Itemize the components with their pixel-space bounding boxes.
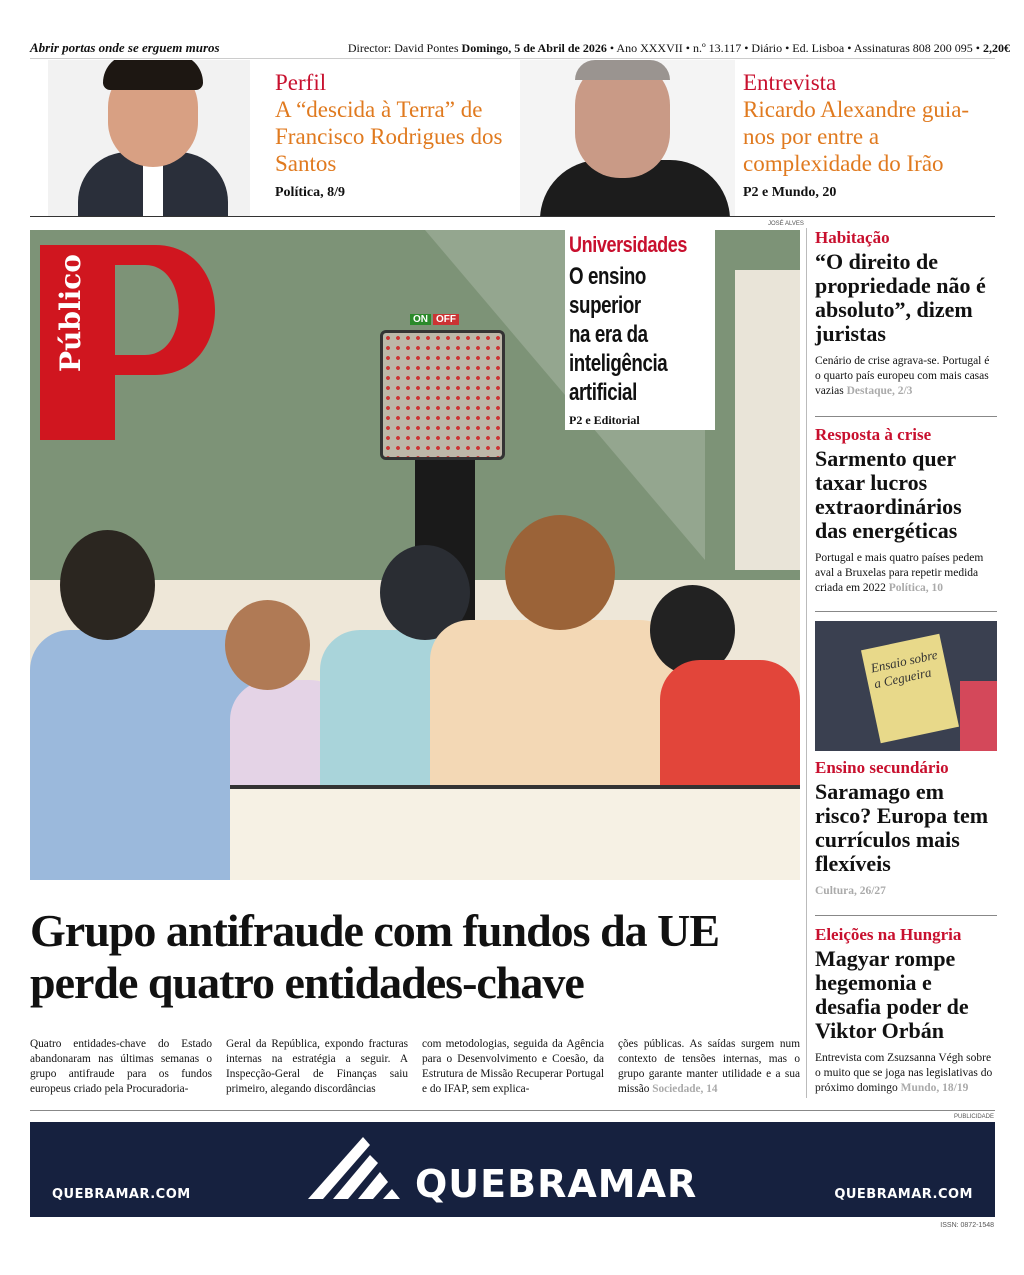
photo-francisco-rodrigues-dos-santos <box>48 60 250 216</box>
teaser-entrevista[interactable] <box>743 70 993 201</box>
desk <box>230 785 800 880</box>
story-kicker: Ensino secundário <box>815 758 949 777</box>
story-ref: Política, 10 <box>888 582 944 594</box>
feature-kicker: Universidades <box>569 232 688 257</box>
teaser-headline: Ricardo Alexandre guia-nos por entre a complexidade do Irão <box>743 97 970 176</box>
masthead-info <box>348 41 1010 56</box>
headline-line: superior <box>569 292 641 319</box>
book-cover-text: Ensaio sobre a Cegueira <box>861 634 959 744</box>
publico-logo <box>40 240 240 445</box>
logo-word: Público <box>54 254 87 372</box>
teaser-perfil[interactable] <box>275 70 515 201</box>
story-kicker: Resposta à crise <box>815 425 932 444</box>
ad-url-right[interactable]: QUEBRAMAR.COM <box>834 1187 973 1202</box>
photo-credit: JOSÉ ALVES <box>768 221 804 227</box>
divider <box>815 915 997 916</box>
column-text: ções públicas. As saídas surgem num contexto de tensões internas, mas o grupo garante manter utilidade e a sua missão <box>618 1038 800 1095</box>
ad-rule <box>30 1110 995 1111</box>
ad-label: PUBLICIDADE <box>953 1114 994 1120</box>
story-headline: Sarmento quer taxar lucros extraordinários das energéticas <box>815 446 962 543</box>
feature-ref: P2 e Editorial <box>569 413 640 427</box>
photo-ricardo-alexandre <box>520 60 735 216</box>
lead-column-1: Quatro entidades-chave do Estado abandonaram nas últimas semanas o grupo antifraude para os fundos europeus criado pela Procuradoria- <box>30 1038 212 1095</box>
story-ref: Mundo, 18/19 <box>900 1082 969 1094</box>
story-headline: Magyar rompe hegemonia e desafia poder de Viktor Orbán <box>815 946 969 1043</box>
desc-text: Portugal e mais quatro países pedem aval a Bruxelas para repetir medida criada em 2022 <box>815 552 984 594</box>
feature-headline <box>569 262 680 407</box>
story-kicker: Eleições na Hungria <box>815 925 962 944</box>
sidebar <box>806 228 996 1098</box>
books-photo <box>815 621 997 751</box>
price: 2,20€ <box>983 41 1010 55</box>
teaser-ref: P2 e Mundo, 20 <box>743 185 837 200</box>
desc-text: Entrevista com Zsuzsanna Végh sobre o muito que se joga nas legislativas do próximo domingo <box>815 1052 993 1094</box>
story-kicker: Habitação <box>815 228 890 247</box>
date: Domingo, 5 de Abril de 2026 <box>461 41 607 55</box>
divider <box>815 611 997 612</box>
student-head <box>505 515 615 630</box>
sidebar-story-resposta-crise[interactable] <box>815 425 997 596</box>
teaser-rule <box>30 216 995 217</box>
quebramar-ad[interactable] <box>30 1122 995 1217</box>
desc-text: Cenário de crise agrava-se. Portugal é o quarto país europeu com mais casas vazias <box>815 355 990 397</box>
story-desc <box>815 551 997 596</box>
headline-line: artificial <box>569 379 637 406</box>
sidebar-story-habitacao[interactable] <box>815 228 997 399</box>
story-desc <box>815 1051 997 1096</box>
divider <box>815 416 997 417</box>
teaser-kicker: Entrevista <box>743 70 837 95</box>
story-desc <box>815 354 997 399</box>
story-headline: Saramago em risco? Europa tem currículos mais flexíveis <box>815 779 989 876</box>
director: Director: David Pontes <box>347 41 459 55</box>
headline-line: inteligência <box>569 350 668 377</box>
story-headline: “O direito de propriedade não é absoluto”, dizem juristas <box>815 249 986 346</box>
issn: ISSN: 0872-1548 <box>940 1222 994 1229</box>
lead-ref: Sociedade, 14 <box>652 1083 718 1095</box>
wall-board <box>735 270 800 570</box>
sidebar-story-ensino-secundario[interactable] <box>815 758 997 899</box>
edition-info: • Ano XXXVII • n.º 13.117 • Diário • Ed. Lisboa • Assinaturas 808 200 095 • <box>609 41 980 55</box>
story-ref: Cultura, 26/27 <box>815 885 886 897</box>
headline-line: O ensino <box>569 263 646 290</box>
sidebar-story-hungria[interactable] <box>815 925 997 1096</box>
switch-on-label: ON <box>410 314 431 325</box>
lead-headline[interactable]: Grupo antifraude com fundos da UE perde quatro entidades-chave <box>30 905 720 1008</box>
header-rule <box>30 58 995 59</box>
lead-column-4 <box>618 1037 800 1097</box>
switch-off-label: OFF <box>433 314 459 325</box>
student-head <box>225 600 310 690</box>
story-ref: Destaque, 2/3 <box>846 385 913 397</box>
teaser-headline: A “descida à Terra” de Francisco Rodrigues dos Santos <box>275 97 503 176</box>
main-illustration[interactable] <box>30 230 800 880</box>
feature-universidades[interactable] <box>565 230 715 430</box>
student-head <box>60 530 155 640</box>
teaser-kicker: Perfil <box>275 70 327 95</box>
headline-line: na era da <box>569 321 648 348</box>
lead-column-3: com metodologias, seguida da Agência para o Desenvolvimento e Coesão, da Estrutura de Missão Recuperar Portugal e do IFAP, sem explica- <box>422 1038 604 1095</box>
ad-url-left[interactable]: QUEBRAMAR.COM <box>52 1187 191 1202</box>
lead-column-2: Geral da República, expondo fracturas internas na estratégia a seguir. A Inspecção-Geral de Finanças saiu primeiro, alegando discordâncias <box>226 1038 408 1095</box>
teaser-ref: Política, 8/9 <box>275 185 345 200</box>
ad-brand: QUEBRAMAR <box>415 1162 698 1206</box>
motto: Abrir portas onde se erguem muros <box>30 40 220 55</box>
switch <box>410 314 459 325</box>
ai-machine <box>380 330 505 460</box>
quebramar-logo-icon <box>308 1137 408 1202</box>
